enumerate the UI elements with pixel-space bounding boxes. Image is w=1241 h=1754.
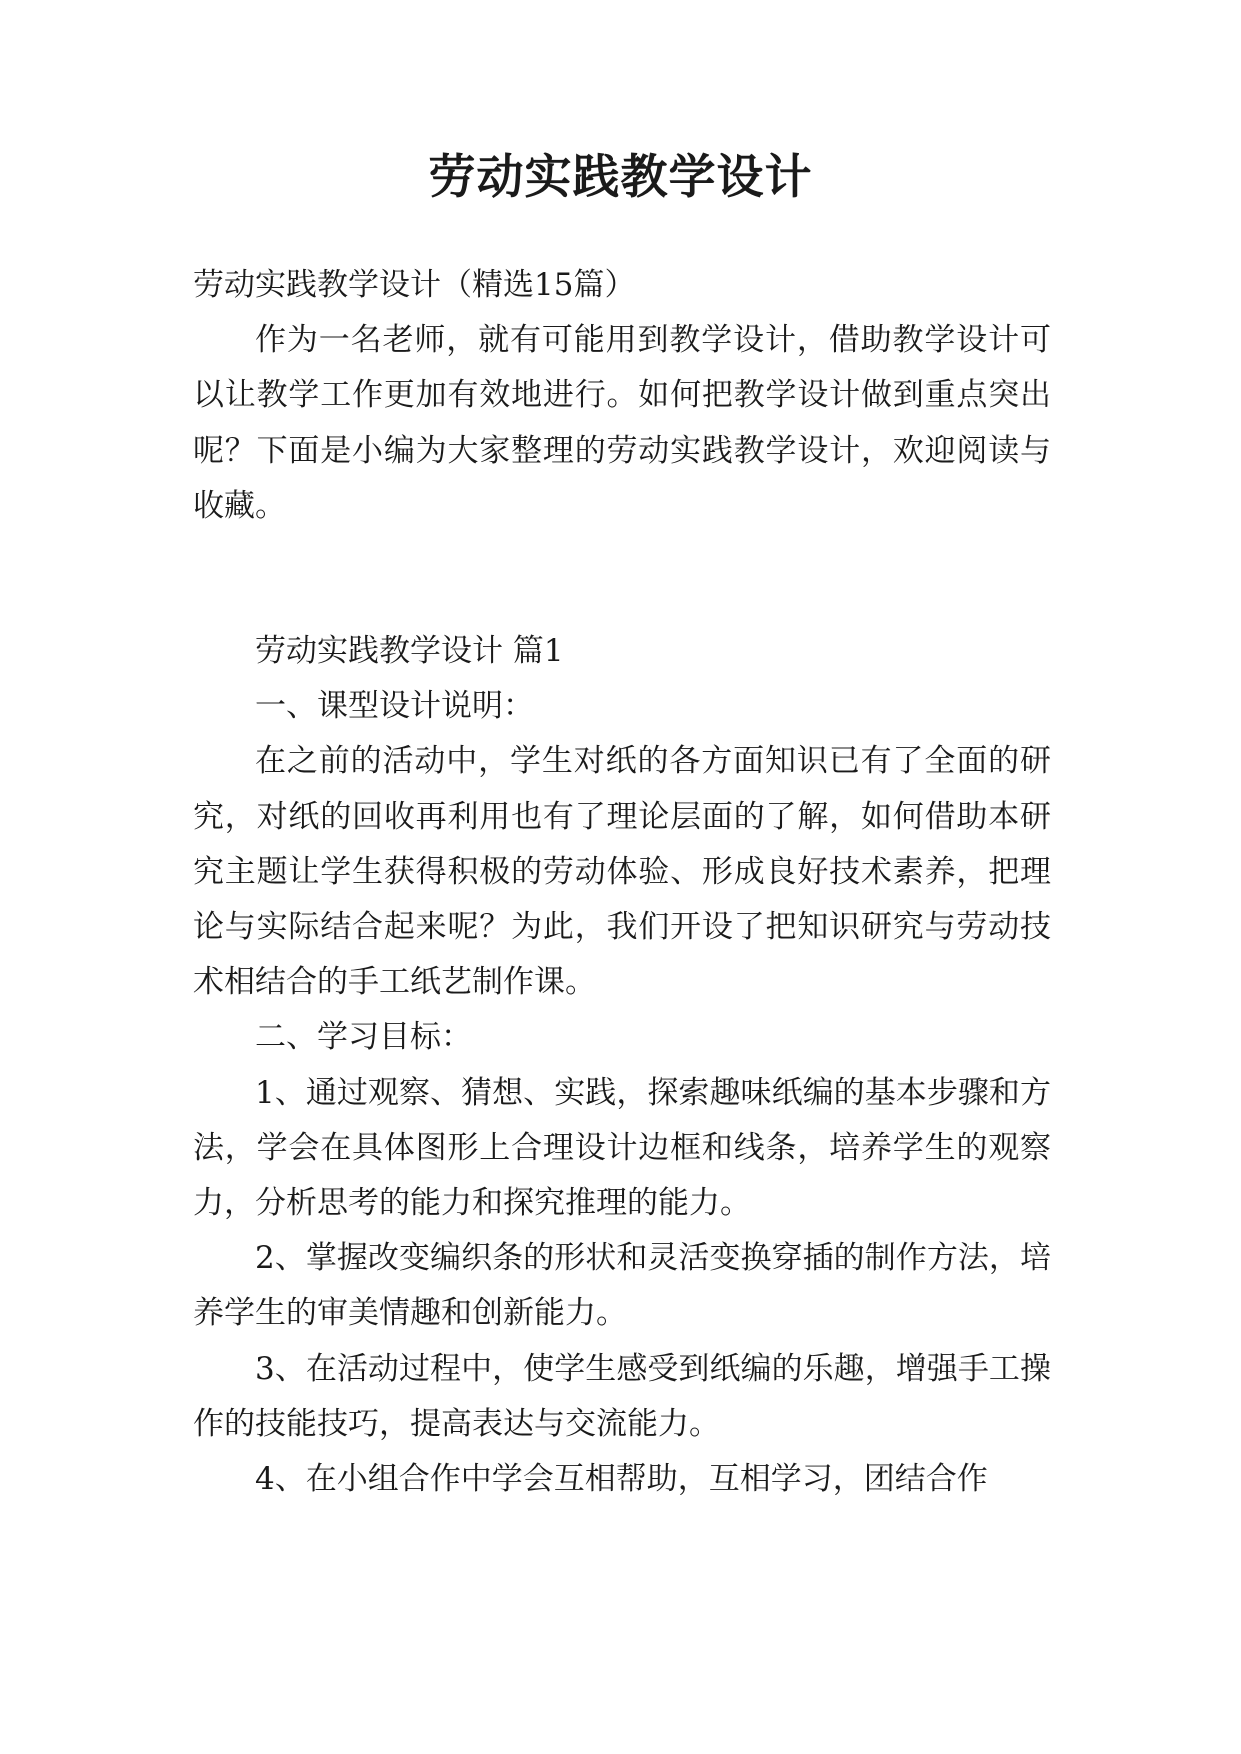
goal-item: 4、在小组合作中学会互相帮助，互相学习，团结合作: [255, 1461, 988, 1498]
part2-heading: 二、学习目标：: [255, 1019, 472, 1056]
part1-heading: 一、课型设计说明：: [255, 688, 534, 725]
goal-item: 3、在活动过程中，使学生感受到纸编的乐趣，增强手工操作的技能技巧，提高表达与交流能力。: [193, 1350, 1051, 1442]
goal-item: 2、掌握改变编织条的形状和灵活变换穿插的制作方法，培养学生的审美情趣和创新能力。: [193, 1240, 1051, 1332]
document-subtitle: 劳动实践教学设计（精选15篇）: [193, 267, 636, 303]
goal-item: 1、通过观察、猜想、实践，探索趣味纸编的基本步骤和方法，学会在具体图形上合理设计边框和线条，培养学生的观察力，分析思考的能力和探究推理的能力。: [193, 1074, 1051, 1222]
document-body: [193, 258, 1051, 1507]
part1-paragraph: 在之前的活动中，学生对纸的各方面知识已有了全面的研究，对纸的回收再利用也有了理论层面的了解，如何借助本研究主题让学生获得积极的劳动体验、形成良好技术素养，把理论与实际结合起来呢？为此，我们开设了把知识研究与劳动技术相结合的手工纸艺制作课。: [193, 743, 1051, 1001]
document-title: 劳动实践教学设计: [428, 150, 813, 205]
intro-paragraph: 作为一名老师，就有可能用到教学设计，借助教学设计可以让教学工作更加有效地进行。如何把教学设计做到重点突出呢？下面是小编为大家整理的劳动实践教学设计，欢迎阅读与收藏。: [193, 322, 1051, 524]
section-title: 劳动实践教学设计 篇1: [255, 633, 564, 670]
section-spacer: [193, 534, 1051, 624]
